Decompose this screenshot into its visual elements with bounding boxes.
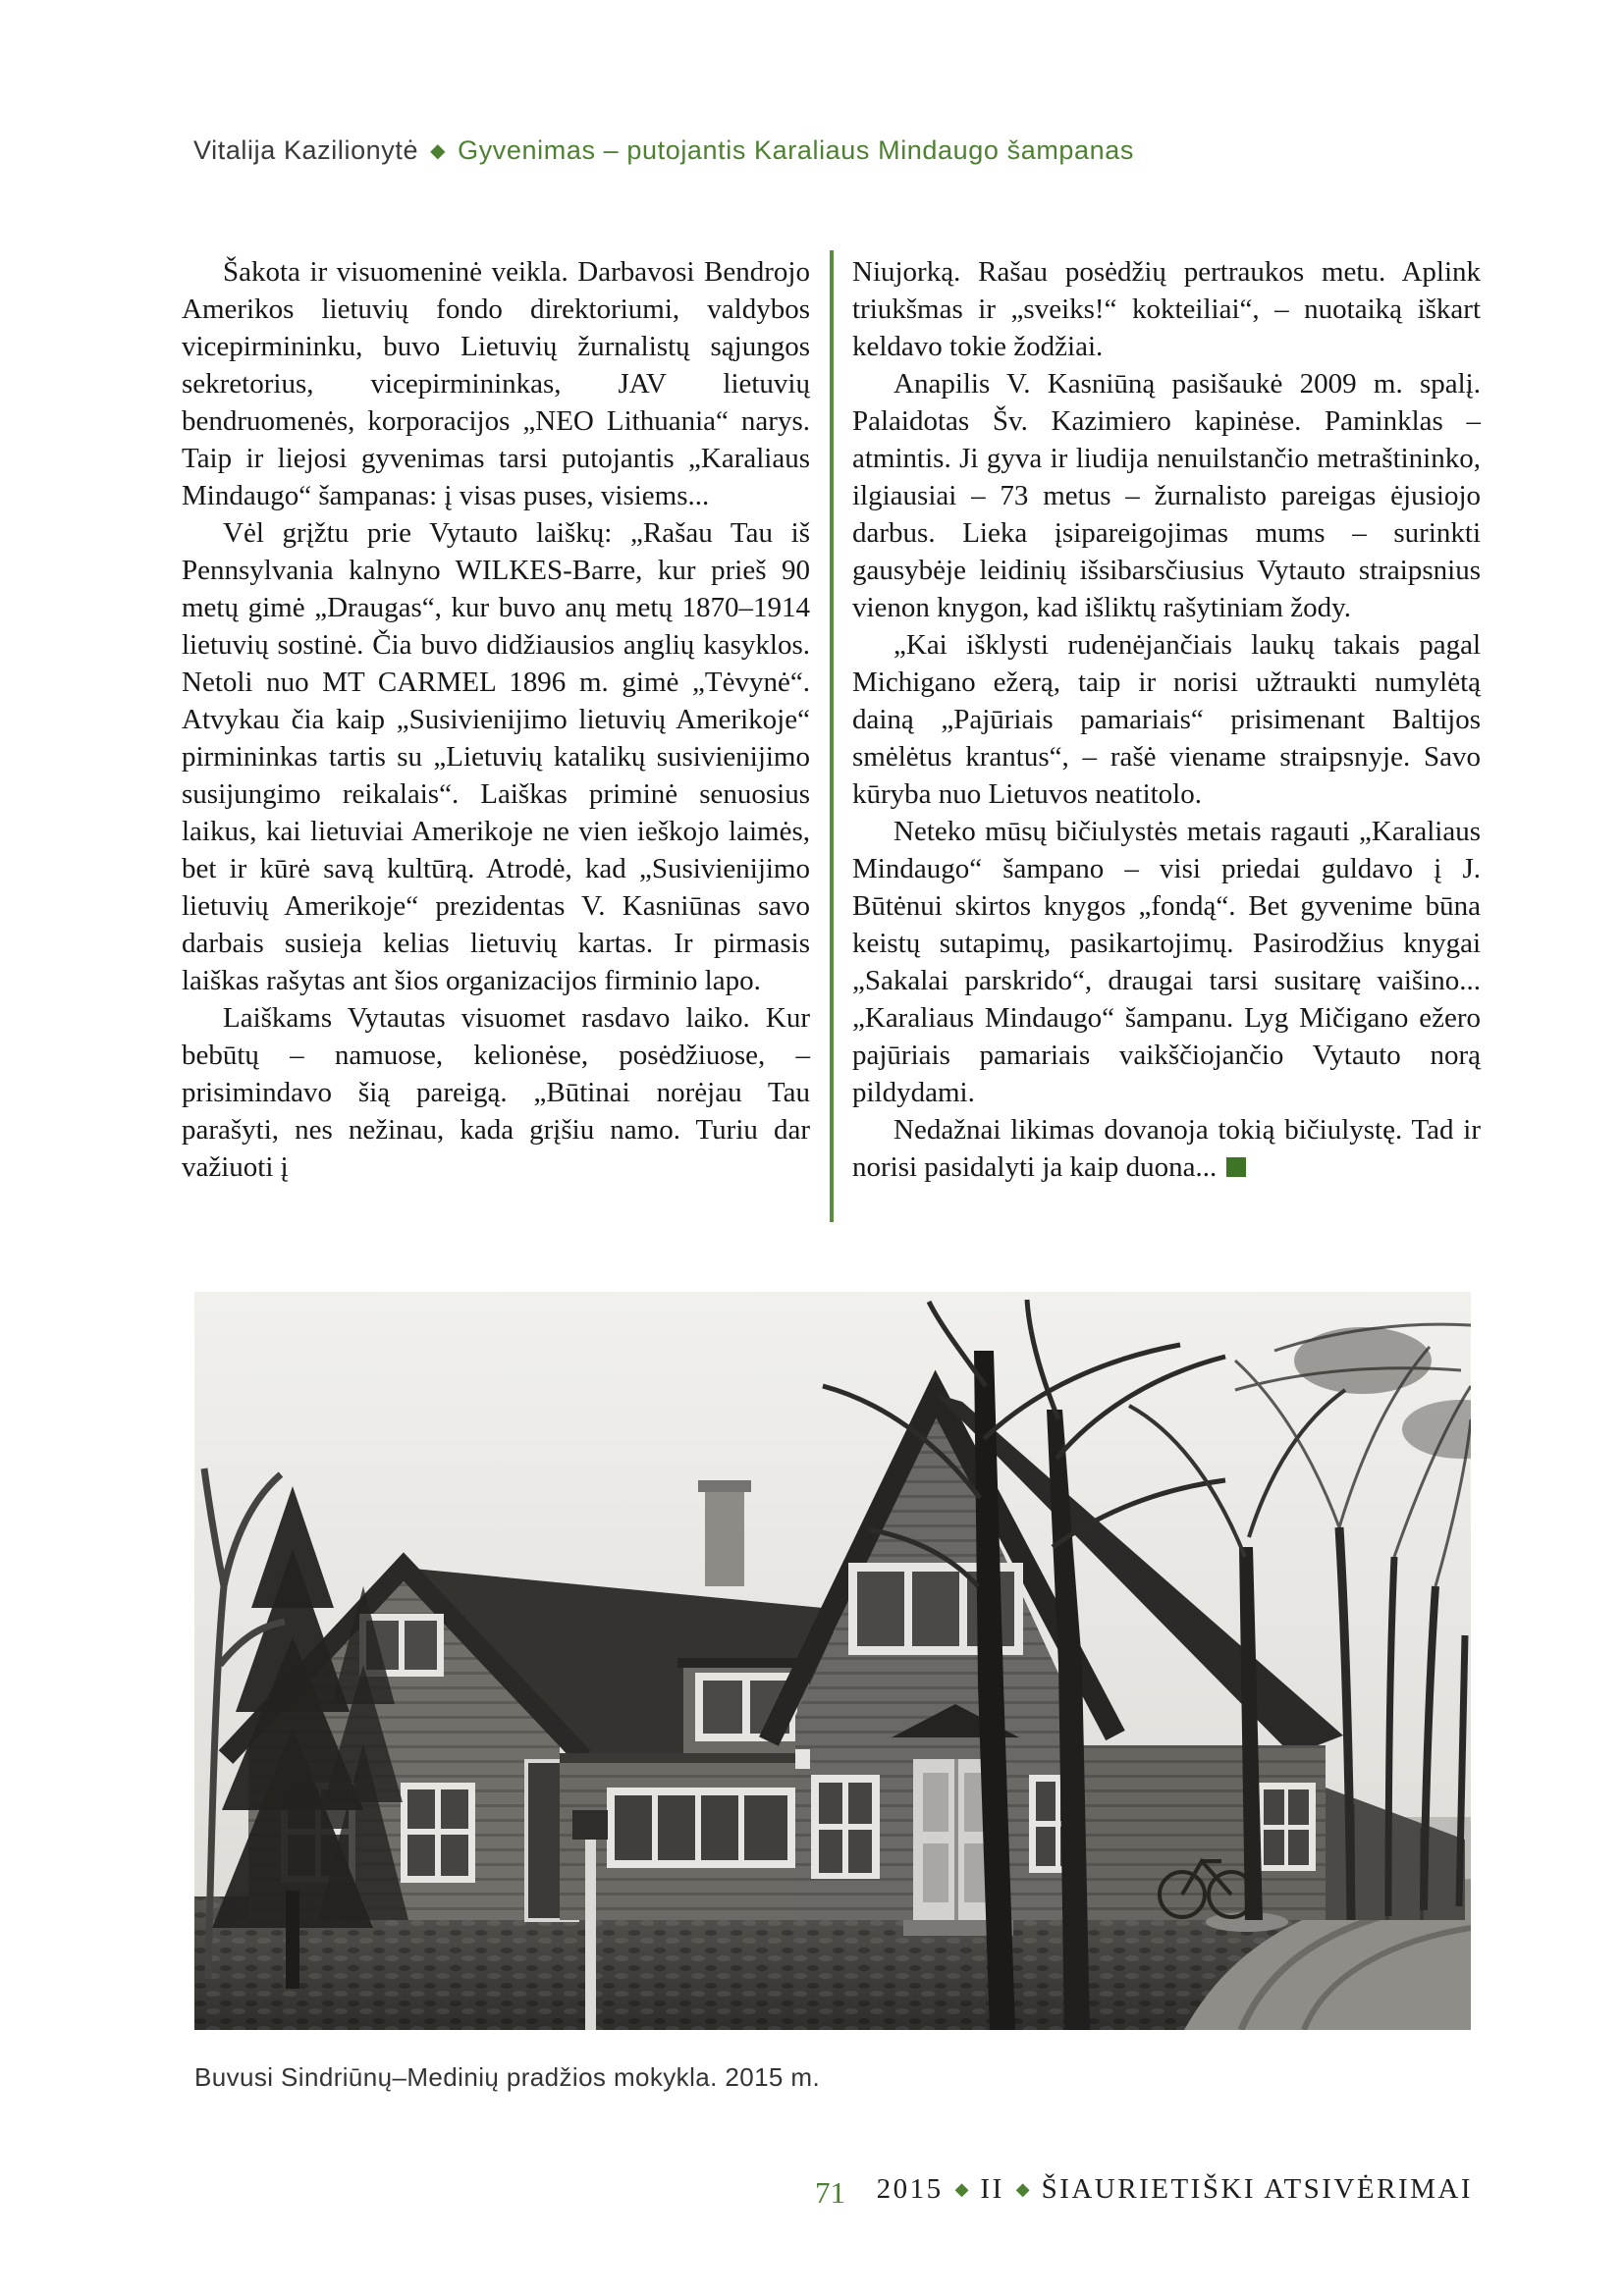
- paragraph-text: „Kai išklysti rudenėjančiais laukų takais pagal Michigano ežerą, taip ir norisi užtraukti numylėtą dainą „Pajūriais pamariais“ prisimenant Baltijos smėlėtus krantus“, – rašė viename straipsnyje. Savo kūryba nuo Lietuvos neatitolo.: [852, 629, 1481, 810]
- paragraph: [852, 813, 1481, 1111]
- paragraph-text: Niujorką. Rašau posėdžių pertraukos metu. Aplink triukšmas ir „sveiks!“ kokteiliai“, – nuotaiką iškart keldavo tokie žodžiai.: [852, 256, 1481, 362]
- paragraph-text: Nedažnai likimas dovanoja tokią bičiulystę. Tad ir norisi pasidalyti ja kaip duona...: [852, 1114, 1481, 1183]
- paragraph: [852, 626, 1481, 813]
- end-mark-icon: [1226, 1157, 1246, 1177]
- diamond-separator-icon: ◆: [1015, 2179, 1030, 2199]
- paragraph: [182, 253, 810, 514]
- paragraph-text: Laiškams Vytautas visuomet rasdavo laiko. Kur bebūtų – namuose, kelionėse, posėdžiuose, – prisimindavo šią pareigą. „Būtinai norėjau Tau parašyti, nes nežinau, kada grįšiu namo. Turiu dar važiuoti į: [182, 1002, 810, 1183]
- journal-title: ŠIAURIETIŠKI ATSIVĖRIMAI: [1041, 2173, 1473, 2205]
- paragraph-text: Neteko mūsų bičiulystės metais ragauti „Karaliaus Mindaugo“ šampano – visi priedai guldavo į J. Būtėnui skirtos knygos „fondą“. Bet gyvenime būna keistų sutapimų, pasikartojimų. Pasirodžius knygai „Sakalai parskrido“, draugai tarsi susitarę vaišino... „Karaliaus Mindaugo“ šampanu. Lyg Mičigano ežero pajūriais pamariais vaikščiojančio Vytauto norą pildydami.: [852, 816, 1481, 1108]
- photo-figure: [194, 1292, 1471, 2030]
- paragraph: [182, 999, 810, 1186]
- left-column: [182, 253, 810, 1186]
- paragraph: [852, 253, 1481, 365]
- paragraph: [852, 1111, 1481, 1186]
- school-photo: [194, 1292, 1471, 2030]
- running-header: [193, 135, 1431, 166]
- page-number: 71: [815, 2175, 845, 2210]
- paragraph: [852, 365, 1481, 626]
- diamond-separator-icon: ◆: [954, 2179, 969, 2199]
- right-column: [852, 253, 1481, 1186]
- paragraph-text: Vėl grįžtu prie Vytauto laiškų: „Rašau Tau iš Pennsylvania kalnyno WILKES-Barre, kur prieš 90 metų gimė „Draugas“, kur buvo anų metų 1870–1914 lietuvių sostinė. Čia buvo didžiausios anglių kasyklos. Netoli nuo MT CARMEL 1896 m. gimė „Tėvynė“. Atvykau čia kaip „Susivienijimo lietuvių Amerikoje“ pirmininkas tartis su „Lietuvių katalikų susivienijimo susijungimo reikalais“. Laiškas priminė senuosius laikus, kai lietuviai Amerikoje ne vien ieškojo laimės, bet ir kūrė savą kultūrą. Atrodė, kad „Susivienijimo lietuvių Amerikoje“ prezidentas V. Kasniūnas savo darbais susieja kelias lietuvių kartas. Ir pirmasis laiškas rašytas ant šios organizacijos firminio lapo.: [182, 517, 810, 996]
- article-title: Gyvenimas – putojantis Karaliaus Mindaugo šampanas: [458, 135, 1134, 165]
- photo-caption: Buvusi Sindriūnų–Medinių pradžios mokykla. 2015 m.: [194, 2062, 821, 2092]
- journal-footer: [877, 2173, 1473, 2206]
- footer-year: 2015: [876, 2173, 944, 2205]
- diamond-separator-icon: ◆: [430, 140, 447, 162]
- author-name: Vitalija Kazilionytė: [193, 135, 419, 165]
- footer-issue: II: [980, 2173, 1004, 2205]
- paragraph-text: Anapilis V. Kasniūną pasišaukė 2009 m. spalį. Palaidotas Šv. Kazimiero kapinėse. Paminklas – atmintis. Ji gyva ir liudija nenuilstančio metraštininko, ilgiausiai – 73 metus – žurnalisto pareigas ėjusiojo darbus. Lieka įsipareigojimas mums – surinkti gausybėje leidinių išsibarsčiusius Vytauto straipsnius vienon knygon, kad išliktų rašytiniam žody.: [852, 368, 1481, 623]
- paragraph: [182, 514, 810, 999]
- paragraph-text: Šakota ir visuomeninė veikla. Darbavosi Bendrojo Amerikos lietuvių fondo direktoriumi, valdybos vicepirmininku, buvo Lietuvių žurnalistų sąjungos sekretorius, vicepirmininkas, JAV lietuvių bendruomenės, korporacijos „NEO Lithuania“ narys. Taip ir liejosi gyvenimas tarsi putojantis „Karaliaus Mindaugo“ šampanas: į visas puses, visiems...: [182, 256, 810, 511]
- column-divider-rule: [830, 250, 834, 1222]
